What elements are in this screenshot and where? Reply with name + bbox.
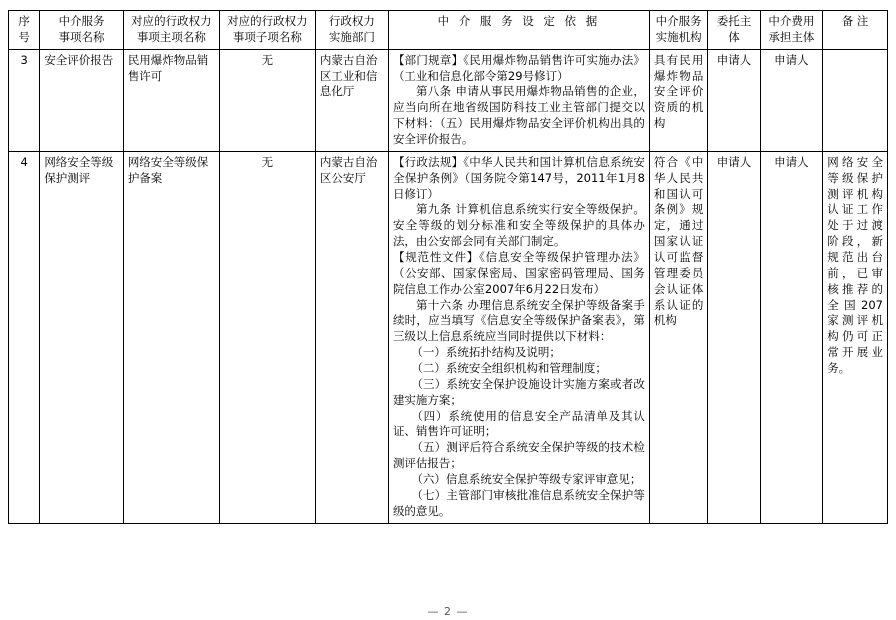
basis-paragraph: （五）测评后符合系统安全保护等级的技术检测评估报告；	[392, 440, 645, 471]
basis-paragraph: （四）系统使用的信息安全产品清单及其认证、销售许可证明；	[392, 408, 645, 439]
table-header	[9, 11, 888, 50]
table-body	[9, 49, 888, 523]
basis-paragraph: 第九条 计算机信息系统实行安全等级保护。安全等级的划分标准和安全等级保护的具体办法，由公安部会同有关部门制定。	[392, 202, 645, 249]
cell-sub-item: 无	[219, 151, 315, 523]
cell-entrust: 申请人	[708, 49, 760, 151]
basis-paragraph: （一）系统拓扑结构及说明；	[411, 345, 561, 360]
basis-paragraph: （三）系统安全保护设施设计实施方案或者改建实施方案；	[392, 376, 645, 407]
table-row	[9, 49, 888, 151]
table-header-row	[9, 11, 888, 50]
cell-main-item: 民用爆炸物品销售许可	[123, 49, 219, 151]
col-header-seq: 序号	[9, 11, 40, 50]
col-header-entrust: 委托主体	[708, 11, 760, 50]
cell-remark	[823, 49, 888, 151]
basis-paragraph: 【规范性文件】《信息安全等级保护管理办法》（公安部、国家保密局、国家密码管理局、国务院信息工作办公室2007年6月22日发布）	[392, 250, 645, 296]
basis-paragraph: 【部门规章】《民用爆炸物品销售许可实施办法》（工业和信息化部令第29号修订）	[392, 52, 645, 83]
col-header-fee: 中介费用 承担主体	[760, 11, 823, 50]
col-header-remark: 备 注	[823, 11, 888, 50]
col-header-department: 行政权力 实施部门	[315, 11, 388, 50]
cell-basis	[388, 151, 649, 523]
table-row	[9, 151, 888, 523]
intermediary-service-table	[8, 10, 888, 524]
basis-paragraph: （二）系统安全组织机构和管理制度；	[411, 361, 607, 376]
basis-paragraph: 第十六条 办理信息系统安全保护等级备案手续时，应当填写《信息安全等级保护备案表》，第三级以上信息系统应当同时提供以下材料：	[392, 297, 645, 344]
cell-fee: 申请人	[760, 49, 823, 151]
basis-paragraph: 【行政法规】《中华人民共和国计算机信息系统安全保护条例》（国务院令第147号，2011年1月8日修订）	[392, 154, 645, 201]
page-number: — 2 —	[427, 605, 469, 618]
col-header-main-item: 对应的行政权力 事项主项名称	[123, 11, 219, 50]
cell-main-item: 网络安全等级保护备案	[123, 151, 219, 523]
cell-entrust: 申请人	[708, 151, 760, 523]
cell-department: 内蒙古自治区公安厅	[315, 151, 388, 523]
cell-sub-item: 无	[219, 49, 315, 151]
basis-paragraph: （六）信息系统安全保护等级专家评审意见；	[411, 472, 642, 487]
col-header-service-name: 中介服务 事项名称	[40, 11, 124, 50]
cell-org: 符合《中华人民共和国认可条例》规定，通过国家认证认可监督管理委员会认证体系认证的机构	[649, 151, 707, 523]
cell-basis	[388, 49, 649, 151]
basis-paragraph: 第八条 申请从事民用爆炸物品销售的企业，应当向所在地省级国防科技工业主管部门提交以下材料：（五）民用爆炸物品安全评价机构出具的安全评价报告。	[392, 84, 645, 147]
basis-paragraph: （七）主管部门审核批准信息系统安全保护等级的意见。	[392, 487, 645, 518]
cell-service-name: 安全评价报告	[40, 49, 124, 151]
cell-fee: 申请人	[760, 151, 823, 523]
col-header-basis: 中 介 服 务 设 定 依 据	[388, 11, 649, 50]
cell-service-name: 网络安全等级保护测评	[40, 151, 124, 523]
cell-remark: 网络安全等级保护测评机构认证工作处于过渡阶段，新规范出台前，已审核推荐的全国207家测评机构仍可正常开展业务。	[823, 151, 888, 523]
cell-org: 具有民用爆炸物品安全评价资质的机构	[649, 49, 707, 151]
col-header-org: 中介服务 实施机构	[649, 11, 707, 50]
cell-seq: 4	[9, 151, 40, 523]
col-header-sub-item: 对应的行政权力 事项子项名称	[219, 11, 315, 50]
cell-seq: 3	[9, 49, 40, 151]
cell-department: 内蒙古自治区工业和信息化厅	[315, 49, 388, 151]
